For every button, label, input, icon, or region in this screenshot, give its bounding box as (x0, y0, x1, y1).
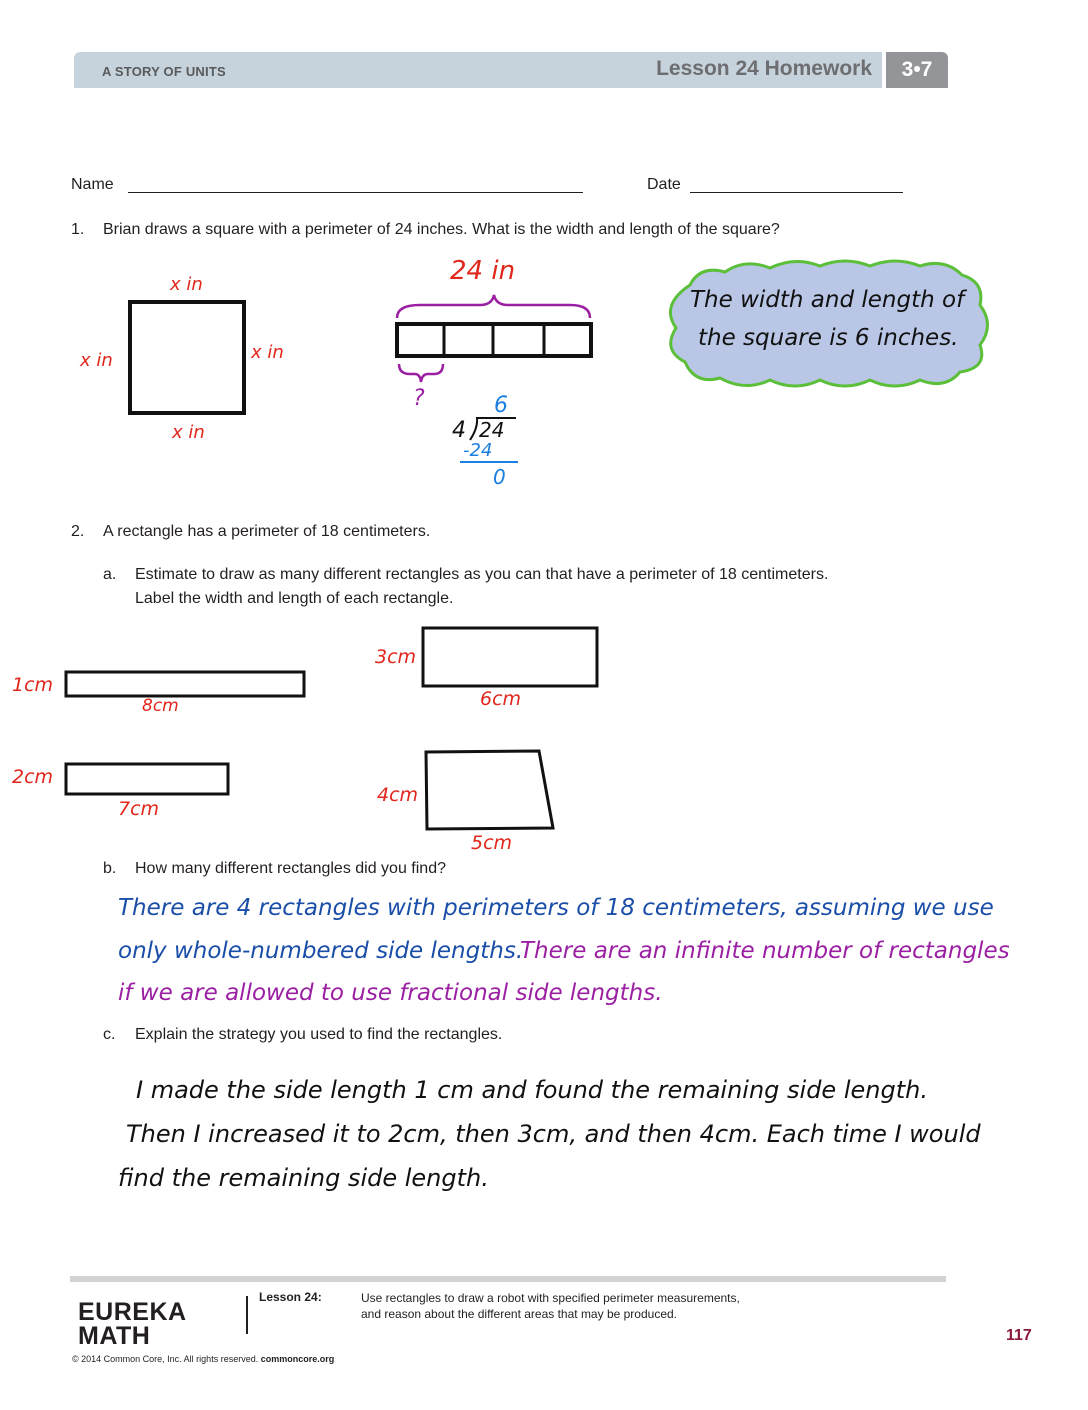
rect1-length-label: 8cm (142, 696, 179, 716)
rect2-length-label: 7cm (118, 798, 160, 820)
logo-line1: EUREKA (78, 1298, 187, 1326)
q1-answer-line1: The width and length of (690, 287, 965, 313)
tape-total-label: 24 in (450, 256, 516, 286)
q2b-answer-line1: There are 4 rectangles with perimeters of 18 centimeters, assuming we use (118, 895, 994, 921)
footer-divider (246, 1296, 248, 1334)
q2b-answer-line3: if we are allowed to use fractional side lengths. (118, 980, 663, 1006)
copyright-text: © 2014 Common Core, Inc. All rights reserved. (72, 1354, 259, 1364)
module-badge: 3•7 (886, 52, 948, 88)
footer-lesson-description: Use rectangles to draw a robot with specified perimeter measurements, and reason about the different areas that may be produced. (361, 1291, 740, 1321)
answer-cloud (670, 261, 987, 386)
q2c-text: Explain the strategy you used to find the rectangles. (135, 1026, 503, 1043)
q2a-letter: a. (103, 566, 117, 583)
rect4-width-label: 4cm (377, 784, 419, 806)
rect1-width-label: 1cm (12, 674, 54, 696)
q2c-answer-line3: find the remaining side length. (118, 1164, 489, 1192)
q2-number: 2. (71, 523, 85, 540)
q2c-answer-line1: I made the side length 1 cm and found the remaining side length. (136, 1076, 928, 1104)
q2b-answer-line2-blue: only whole-numbered side lengths. (118, 938, 524, 964)
lesson-title: Lesson 24 Homework (656, 57, 872, 80)
division-subtract: -24 (463, 440, 493, 461)
q2a-text-line2: Label the width and length of each rectangle. (135, 590, 454, 607)
logo-line2: MATH (78, 1322, 151, 1350)
eureka-math-logo (78, 1300, 187, 1348)
division-dividend: 24 (479, 418, 505, 442)
q1-square (130, 302, 244, 413)
q2a-text-line1: Estimate to draw as many different rectangles as you can that have a perimeter of 18 centimeters. (135, 566, 829, 583)
series-name: A STORY OF UNITS (102, 64, 226, 79)
rect-4-by-5 (426, 751, 553, 829)
q2b-answer-line2-purple: There are an infinite number of rectangles (520, 938, 1010, 964)
q1-answer-line2: the square is 6 inches. (698, 325, 959, 351)
q2b-text: How many different rectangles did you find? (135, 860, 446, 877)
q2-text: A rectangle has a perimeter of 18 centimeters. (103, 523, 431, 540)
square-top-label: x in (170, 274, 203, 295)
page-number: 117 (1006, 1327, 1032, 1344)
rect2-width-label: 2cm (12, 766, 54, 788)
tape-total-brace (397, 295, 590, 318)
square-right-label: x in (251, 342, 284, 363)
name-label: Name (71, 176, 114, 193)
footer-copyright (72, 1354, 334, 1364)
q1-text: Brian draws a square with a perimeter of 24 inches. What is the width and length of the square? (103, 221, 780, 238)
q2b-letter: b. (103, 860, 117, 877)
copyright-site[interactable]: commoncore.org (260, 1354, 335, 1364)
division-remainder: 0 (493, 465, 506, 489)
rect-2-by-7 (66, 764, 228, 794)
rect-3-by-6 (423, 628, 597, 686)
q1-number: 1. (71, 221, 85, 238)
date-label: Date (647, 176, 681, 193)
square-left-label: x in (80, 350, 113, 371)
rect4-length-label: 5cm (471, 832, 513, 854)
rect3-width-label: 3cm (375, 646, 417, 668)
division-quotient: 6 (494, 393, 508, 418)
rect3-length-label: 6cm (480, 688, 522, 710)
q2c-letter: c. (103, 1026, 116, 1043)
square-bottom-label: x in (172, 422, 205, 443)
footer-rule (70, 1276, 946, 1282)
footer-lesson-label: Lesson 24: (259, 1290, 322, 1304)
division-divisor: 4 (452, 418, 466, 443)
tape-unknown-label: ? (413, 386, 425, 411)
q2c-answer-line2: Then I increased it to 2cm, then 3cm, and then 4cm. Each time I would (126, 1120, 981, 1148)
tape-unit-brace (399, 364, 443, 382)
rect-1-by-8 (66, 672, 304, 696)
